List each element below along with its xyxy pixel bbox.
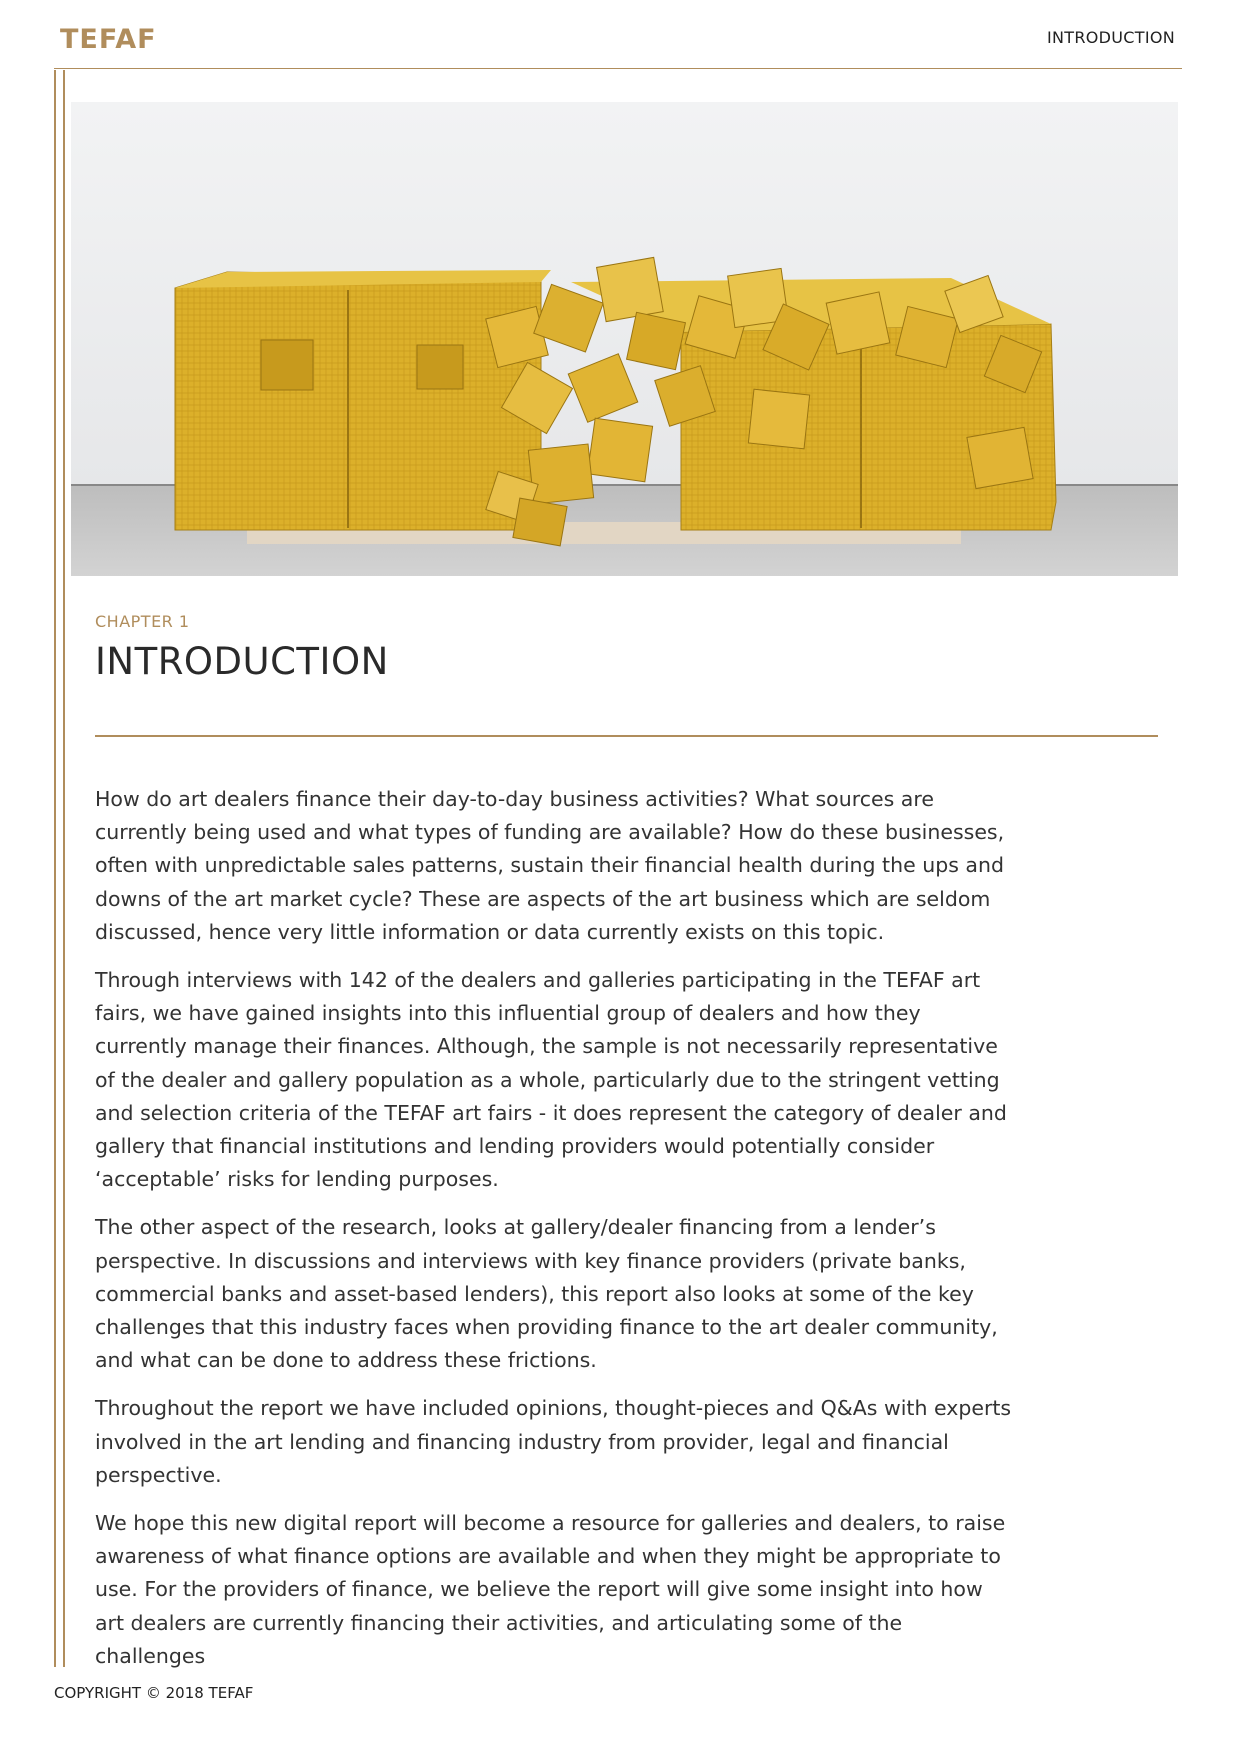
margin-line-outer [54, 70, 56, 1667]
copyright-footer: COPYRIGHT © 2018 TEFAF [54, 1684, 254, 1702]
body-text [95, 783, 1015, 1688]
tefaf-logo[interactable]: TEFAF [60, 24, 157, 55]
running-header-section: INTRODUCTION [1046, 28, 1175, 47]
sculpture-illustration [71, 102, 1178, 576]
paragraph: Throughout the report we have included opinions, thought-pieces and Q&As with experts involved in the art lending and financing industry from provider, legal and financial perspective. [95, 1396, 1012, 1487]
hero-sculpture-image [71, 102, 1178, 576]
margin-line-inner [63, 70, 65, 1667]
paragraph: The other aspect of the research, looks at gallery/dealer financing from a lender’s perspective. In discussions and interviews with key finance providers (private banks, commercial banks and asset-based lenders), this report also looks at some of the key challenges that this industry faces when providing finance to the art dealer community, and what can be done to address these frictions. [95, 1215, 998, 1373]
header-divider [54, 68, 1182, 69]
paragraph: Through interviews with 142 of the dealers and galleries participating in the TEFAF art fairs, we have gained insights into this influential group of dealers and how they currently manage their finances. Although, the sample is not necessarily representative of the dealer and gallery population as a whole, particularly due to the stringent vetting and selection criteria of the TEFAF art fairs - it does represent the category of dealer and gallery that financial institutions and lending providers would potentially consider ‘acceptable’ risks for lending purposes. [95, 968, 1007, 1192]
page-title: INTRODUCTION [95, 640, 389, 683]
chapter-label: CHAPTER 1 [95, 612, 190, 631]
paragraph: We hope this new digital report will become a resource for galleries and dealers, to raise awareness of what finance options are available and when they might be appropriate to use. For the providers of finance, we believe the report will give some insight into how art dealers are currently financing their activities, and articulating some of the challenges [95, 1511, 1006, 1668]
paragraph: How do art dealers finance their day-to-day business activities? What sources are currently being used and what types of funding are available? How do these businesses, often with unpredictable sales patterns, sustain their financial health during the ups and downs of the art market cycle? These are aspects of the art business which are seldom discussed, hence very little information or data currently exists on this topic. [95, 787, 1005, 944]
title-divider [95, 735, 1158, 737]
